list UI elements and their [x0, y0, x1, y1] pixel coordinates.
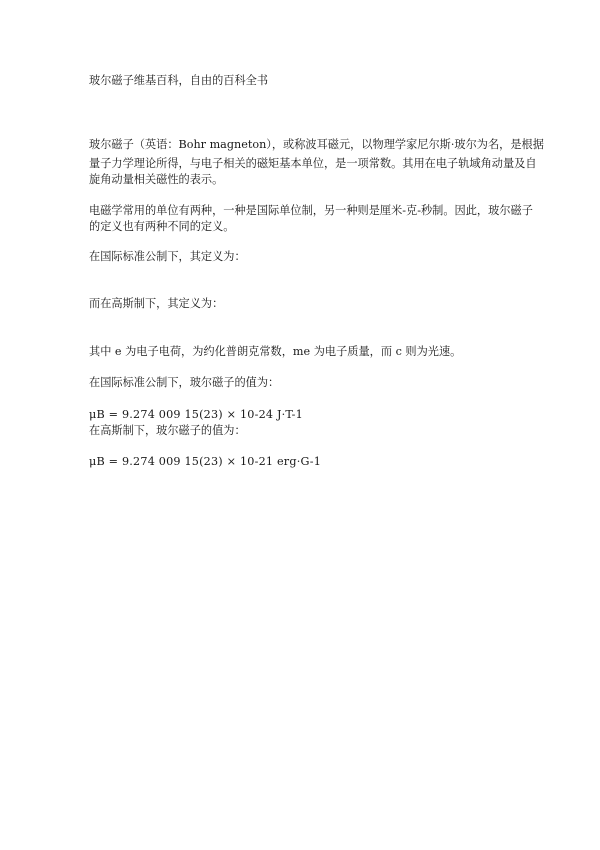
document-title: 玻尔磁子维基百科，自由的百科全书 [89, 74, 269, 87]
si-value: μB = 9.274 009 15(23) × 10-24 J·T-1 [89, 408, 303, 421]
intro-line-3: 旋角动量相关磁性的表示。 [89, 173, 224, 186]
intro-line-1: 玻尔磁子（英语：Bohr magneton），或称波耳磁元，以物理学家尼尔斯·玻尔为名，是根据 [89, 138, 544, 151]
gauss-value: μB = 9.274 009 15(23) × 10-21 erg·G-1 [89, 455, 322, 468]
units-line-2: 的定义也有两种不同的定义。 [89, 220, 235, 233]
intro-line-2: 量子力学理论所得，与电子相关的磁矩基本单位，是一项常数。其用在电子轨域角动量及自 [89, 157, 537, 170]
gauss-definition-text: 而在高斯制下，其定义为： [89, 297, 224, 310]
si-definition-text: 在国际标准公制下，其定义为： [89, 250, 246, 263]
gauss-value-label: 在高斯制下，玻尔磁子的值为： [89, 424, 246, 437]
units-line-1: 电磁学常用的单位有两种，一种是国际单位制，另一种则是厘米-克-秒制。因此，玻尔磁子 [89, 204, 533, 217]
si-value-label: 在国际标准公制下，玻尔磁子的值为： [89, 376, 280, 389]
variables-explanation: 其中 e 为电子电荷，为约化普朗克常数，me 为电子质量，而 c 则为光速。 [89, 345, 462, 358]
